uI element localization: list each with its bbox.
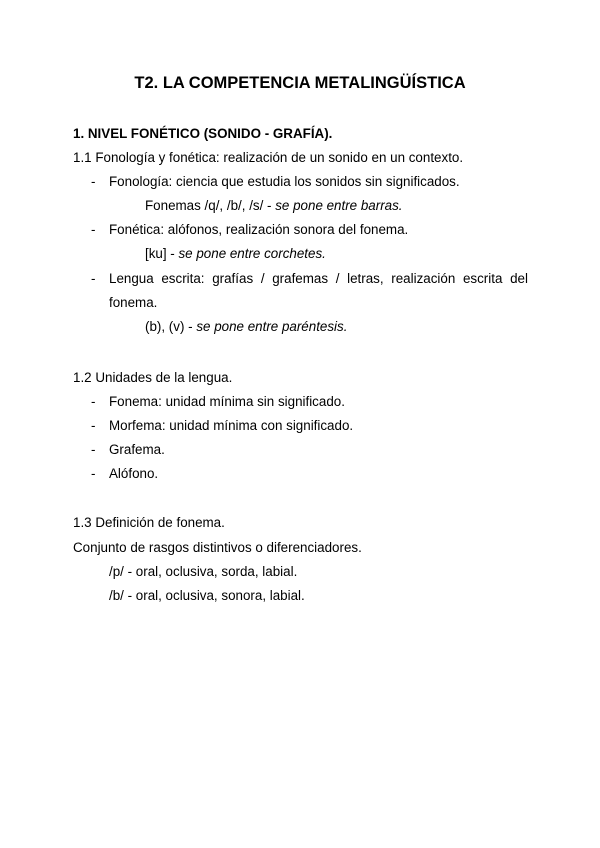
- list-dash: -: [91, 394, 96, 409]
- word: grafemas: [272, 271, 329, 286]
- word: escrita:: [161, 271, 205, 286]
- list-dash: -: [91, 466, 96, 481]
- example-plain: [ku] -: [145, 246, 179, 261]
- list-dash: -: [91, 418, 96, 433]
- word: grafías: [212, 271, 254, 286]
- page-title: T2. LA COMPETENCIA METALINGÜÍSTICA: [134, 74, 466, 92]
- list-dash: -: [91, 271, 96, 286]
- list-dash: -: [91, 174, 96, 189]
- list-dash: -: [91, 222, 96, 237]
- word: del: [510, 271, 528, 286]
- list-item-grafema: Grafema.: [109, 442, 165, 457]
- subsection-heading-1-3: 1.3 Definición de fonema.: [73, 515, 225, 530]
- word: realización: [391, 271, 456, 286]
- section-heading: 1. NIVEL FONÉTICO (SONIDO - GRAFÍA).: [73, 126, 333, 141]
- list-item-fonetica: Fonética: alófonos, realización sonora del fonema.: [109, 222, 409, 237]
- list-item-alofono: Alófono.: [109, 466, 159, 481]
- word: /: [335, 271, 340, 286]
- example-italic: se pone entre paréntesis.: [196, 319, 348, 334]
- list-dash: -: [91, 442, 96, 457]
- example-p: /p/ - oral, oclusiva, sorda, labial.: [109, 564, 298, 579]
- example-italic: se pone entre barras.: [275, 198, 403, 213]
- example-italic: se pone entre corchetes.: [178, 246, 326, 261]
- example-plain: Fonemas /q/, /b/, /s/ -: [145, 198, 276, 213]
- list-item-morfema: Morfema: unidad mínima con significado.: [109, 418, 354, 433]
- example-parentesis: [145, 319, 347, 335]
- subsection-heading-1-2: 1.2 Unidades de la lengua.: [73, 370, 233, 385]
- word: Lengua: [109, 271, 154, 286]
- list-item-fonema: Fonema: unidad mínima sin significado.: [109, 394, 345, 409]
- example-b: /b/ - oral, oclusiva, sonora, labial.: [109, 588, 305, 603]
- list-item-lengua-escrita: [109, 271, 528, 287]
- word: /: [260, 271, 265, 286]
- example-plain: (b), (v) -: [145, 319, 197, 334]
- example-fonemas: [145, 198, 403, 214]
- list-item-fonologia: Fonología: ciencia que estudia los sonidos sin significados.: [109, 174, 460, 189]
- example-corchetes: [145, 246, 326, 262]
- subsection-heading-1-1: 1.1 Fonología y fonética: realización de un sonido en un contexto.: [73, 150, 464, 165]
- list-item-continuation: fonema.: [109, 295, 158, 310]
- word: escrita: [462, 271, 503, 286]
- word: letras,: [347, 271, 384, 286]
- definition-text: Conjunto de rasgos distintivos o diferenciadores.: [73, 540, 362, 555]
